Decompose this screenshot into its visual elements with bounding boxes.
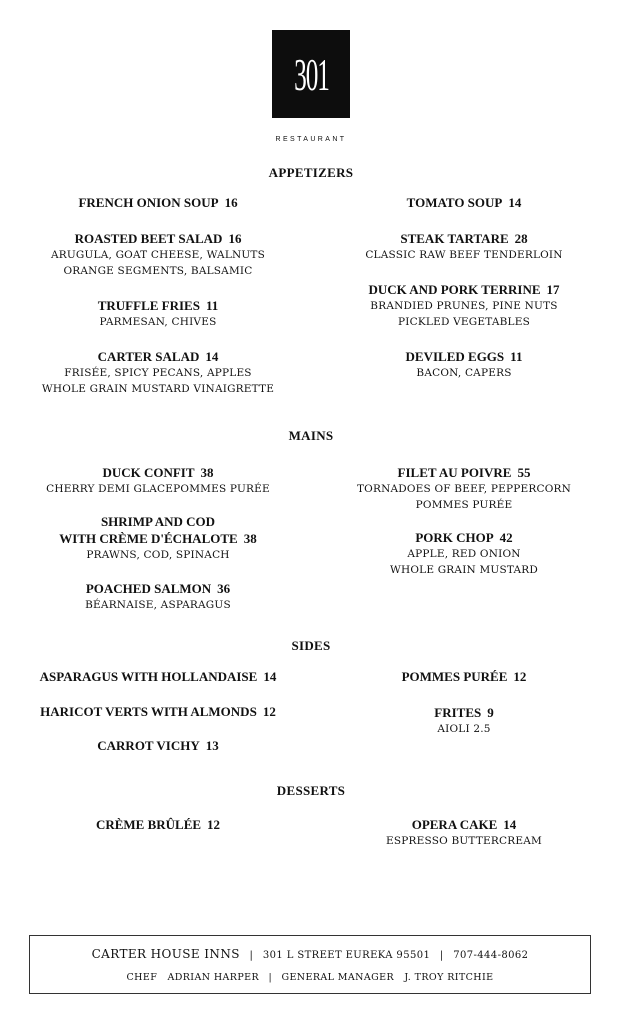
- item-name: FRENCH ONION SOUP: [78, 195, 219, 210]
- item-name: FILET AU POIVRE: [397, 465, 512, 480]
- item-price: 55: [517, 465, 531, 480]
- menu-item: [5, 230, 311, 279]
- menu-item: [5, 703, 311, 720]
- item-description: WHOLE GRAIN MUSTARD VINAIGRETTE: [41, 383, 275, 395]
- menu-item: [311, 529, 617, 578]
- section-title-desserts: DESSERTS: [276, 783, 346, 798]
- item-name: TOMATO SOUP: [406, 195, 503, 210]
- item-price: 9: [487, 705, 494, 720]
- item-description: POMMES PURÉE: [415, 499, 513, 511]
- item-price: 12: [207, 817, 221, 832]
- item-description: ORANGE SEGMENTS, BALSAMIC: [63, 265, 253, 277]
- item-name: CARTER SALAD: [97, 349, 200, 364]
- item-description: TORNADOES OF BEEF, PEPPERCORN: [356, 483, 572, 495]
- menu-item: [5, 348, 311, 397]
- item-price: 42: [499, 530, 513, 545]
- item-name: OPERA CAKE: [411, 817, 498, 832]
- section-title-appetizers: APPETIZERS: [268, 165, 354, 180]
- item-description: CHERRY DEMI GLACEPOMMES PURÉE: [46, 483, 270, 495]
- chef-label: CHEF: [126, 972, 158, 983]
- item-description: FRISÉE, SPICY PECANS, APPLES: [64, 367, 252, 379]
- item-description: PARMESAN, CHIVES: [99, 316, 217, 328]
- logo-mark: 301: [293, 48, 329, 100]
- item-description: PRAWNS, COD, SPINACH: [86, 549, 230, 561]
- restaurant-logo: [272, 30, 350, 118]
- menu-item: [5, 464, 311, 497]
- item-description: WHOLE GRAIN MUSTARD: [389, 564, 538, 576]
- item-price: 16: [224, 195, 238, 210]
- item-description: BRANDIED PRUNES, PINE NUTS: [370, 300, 558, 312]
- item-name: DUCK AND PORK TERRINE: [368, 282, 541, 297]
- footer-phone: 707-444-8062: [453, 950, 529, 961]
- item-price: 11: [510, 349, 523, 364]
- menu-item: [311, 281, 617, 330]
- chef-name: ADRIAN HARPER: [167, 972, 260, 983]
- section-title-sides: SIDES: [291, 638, 331, 653]
- footer-separator: |: [249, 950, 254, 961]
- item-price: 12: [513, 669, 527, 684]
- menu-item: [5, 580, 311, 613]
- footer-address: 301 L STREET EUREKA 95501: [262, 950, 431, 961]
- item-name: HARICOT VERTS WITH ALMONDS: [40, 704, 257, 719]
- menu-item: [311, 704, 617, 737]
- item-price: 13: [205, 738, 219, 753]
- menu-item: [5, 816, 311, 833]
- item-name: WITH CRÈME D'ÉCHALOTE: [59, 531, 238, 546]
- item-price: 38: [243, 531, 257, 546]
- item-description: ARUGULA, GOAT CHEESE, WALNUTS: [50, 249, 266, 261]
- menu-item: [311, 230, 617, 263]
- item-price: 17: [546, 282, 560, 297]
- logo-subtitle: RESTAURANT: [275, 136, 347, 143]
- menu-item: [311, 194, 617, 211]
- menu-item: [5, 737, 311, 754]
- item-price: 38: [200, 465, 214, 480]
- item-price: 16: [228, 231, 242, 246]
- section-title-mains: MAINS: [288, 428, 334, 443]
- footer-contact-line: [30, 947, 590, 961]
- item-description: BÉARNAISE, ASPARAGUS: [85, 599, 231, 611]
- item-name: DEVILED EGGS: [405, 349, 505, 364]
- menu-item: [311, 668, 617, 685]
- item-price: 11: [205, 298, 219, 313]
- item-name: POMMES PURÉE: [401, 669, 508, 684]
- item-name: PORK CHOP: [415, 530, 494, 545]
- item-price: 12: [262, 704, 276, 719]
- footer-staff-line: [30, 972, 590, 983]
- item-name: CARROT VICHY: [97, 738, 200, 753]
- menu-item: [311, 464, 617, 513]
- footer-separator: |: [268, 972, 273, 983]
- item-name: ROASTED BEET SALAD: [74, 231, 223, 246]
- item-price: 36: [217, 581, 231, 596]
- item-description: APPLE, RED ONION: [407, 548, 521, 560]
- item-description: CLASSIC RAW BEEF TENDERLOIN: [365, 249, 563, 261]
- item-price: 14: [205, 349, 219, 364]
- item-price: 14: [508, 195, 522, 210]
- menu-item: [311, 348, 617, 381]
- item-name: SHRIMP AND COD: [100, 514, 216, 529]
- item-name: TRUFFLE FRIES: [97, 298, 200, 313]
- menu-item: [5, 194, 311, 211]
- item-description: PICKLED VEGETABLES: [398, 316, 530, 328]
- menu-item: [5, 513, 311, 563]
- item-name: DUCK CONFIT: [102, 465, 195, 480]
- menu-item: [311, 816, 617, 849]
- item-name: STEAK TARTARE: [400, 231, 509, 246]
- menu-item: [5, 668, 311, 685]
- item-price: 14: [263, 669, 277, 684]
- gm-name: J. TROY RITCHIE: [404, 972, 494, 983]
- item-name: FRITES: [434, 705, 482, 720]
- item-price: 28: [514, 231, 528, 246]
- item-name: CRÈME BRÛLÉE: [95, 817, 202, 832]
- item-description: AIOLI 2.5: [437, 723, 491, 735]
- item-description: ESPRESSO BUTTERCREAM: [386, 835, 542, 847]
- footer-business-name: CARTER HOUSE INNS: [91, 947, 240, 961]
- gm-label: GENERAL MANAGER: [281, 972, 395, 983]
- item-price: 14: [503, 817, 517, 832]
- footer-box: [29, 935, 591, 994]
- menu-item: [5, 297, 311, 330]
- item-name: ASPARAGUS WITH HOLLANDAISE: [39, 669, 258, 684]
- item-description: BACON, CAPERS: [416, 367, 512, 379]
- footer-separator: |: [439, 950, 444, 961]
- item-name: POACHED SALMON: [85, 581, 212, 596]
